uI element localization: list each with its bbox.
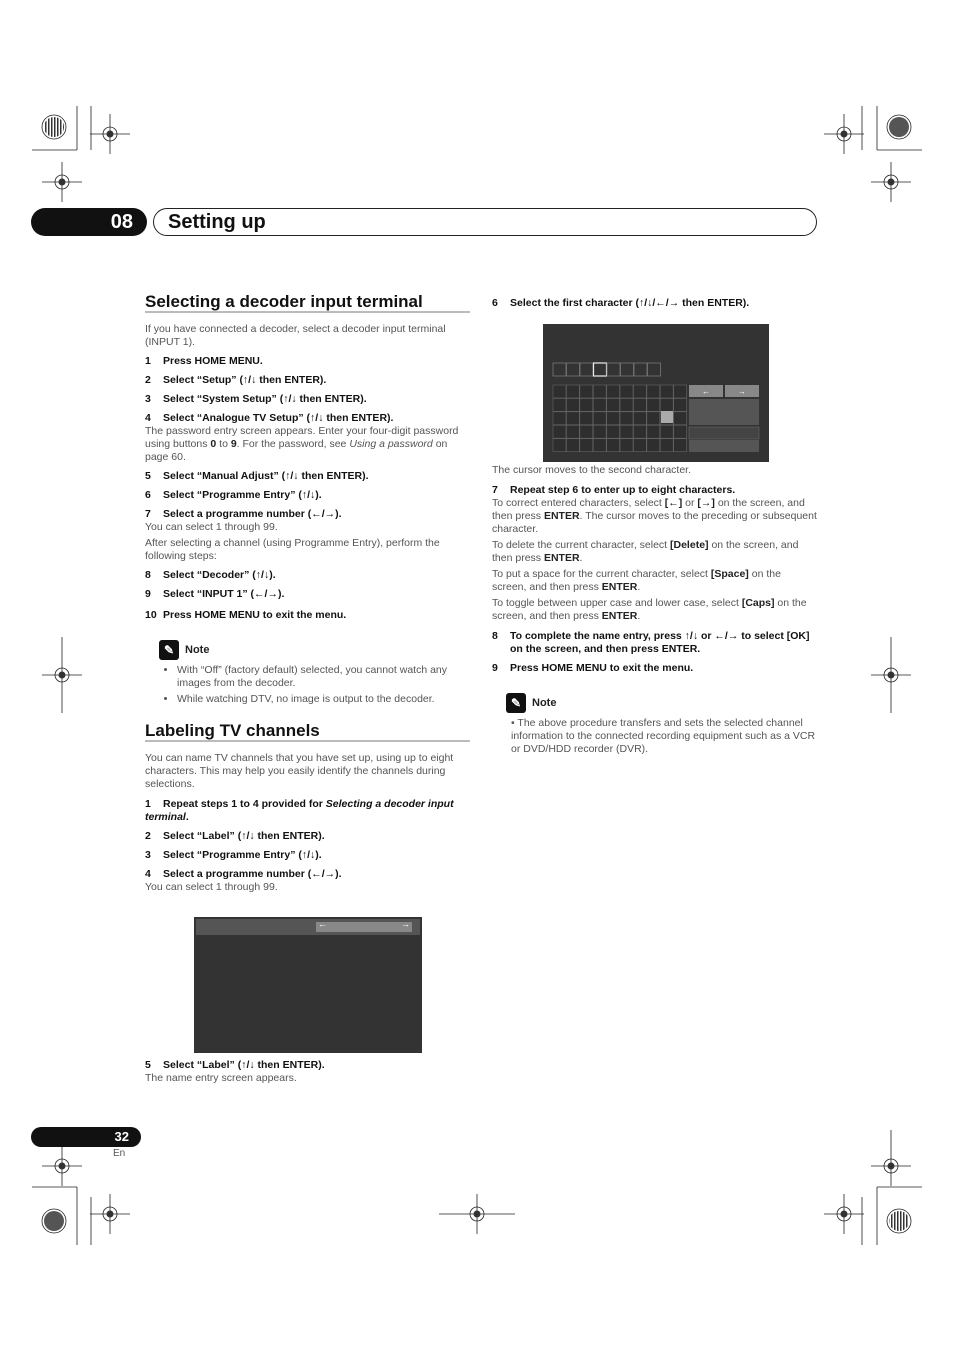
char-grid-cell (580, 425, 593, 438)
section-title-decoder: Selecting a decoder input terminal (145, 295, 470, 313)
char-grid-cell (620, 439, 633, 452)
section-title-labeling: Labeling TV channels (145, 724, 470, 742)
chapter-number: 08 (31, 208, 147, 236)
char-grid-cell (553, 398, 566, 411)
label-steps (145, 830, 470, 881)
left-column (145, 292, 470, 894)
name-char-slot (567, 363, 580, 376)
label-step5-desc: The name entry screen appears. (145, 1072, 297, 1084)
char-grid-cell (566, 412, 579, 425)
step4-description: The password entry screen appears. Enter your four-digit password using buttons 0 to 9. For the password, see Using a password on page 60. (145, 425, 459, 463)
char-grid-cell (593, 412, 606, 425)
space-char-para: To put a space for the current character, select [Space] on the screen, and then press ENTER. (492, 568, 781, 593)
char-grid-cell (647, 385, 660, 398)
label-step-5-block (145, 1059, 470, 1085)
pencil-icon: ✎ (506, 693, 526, 713)
right-column-body (492, 464, 818, 759)
screen-side-panel (689, 399, 759, 425)
step-item: 9 Select “INPUT 1” (←/→). (145, 588, 285, 600)
left-arrow-icon: ← (318, 919, 327, 929)
label-step-7: 7 Repeat step 6 to enter up to eight characters. (492, 484, 736, 496)
char-grid-cell (620, 398, 633, 411)
char-grid-cell (620, 385, 633, 398)
right-arrow-icon: → (401, 919, 410, 929)
char-grid-cell (674, 398, 687, 411)
page-number: 32 (31, 1127, 141, 1147)
step-item: 6 Select “Programme Entry” (↑/↓). (145, 489, 322, 501)
step7-desc-2: After selecting a channel (using Programme Entry), perform the following steps: (145, 537, 440, 562)
char-grid-cell (607, 439, 620, 452)
note-item: • The above procedure transfers and sets the selected channel information to the connected recording equipment such as a VCR or DVD/HDD recorder (DVR). (511, 717, 816, 755)
char-grid-cell (553, 425, 566, 438)
char-grid-cell (660, 425, 673, 438)
char-grid-cell (633, 385, 646, 398)
char-grid-cell (580, 412, 593, 425)
char-grid-cell (566, 425, 579, 438)
note-heading (159, 640, 470, 660)
label-step-1: 1 Repeat steps 1 to 4 provided for Selecting a decoder input terminal. (145, 798, 454, 823)
name-char-slot (634, 363, 647, 376)
char-grid-cell (580, 398, 593, 411)
name-char-slot (648, 363, 661, 376)
char-grid-cell (593, 439, 606, 452)
char-grid-cell (674, 425, 687, 438)
step7-desc-1: You can select 1 through 99. (145, 521, 278, 533)
char-grid-cell (593, 425, 606, 438)
note-title: Note (185, 643, 210, 656)
char-grid-cell (620, 412, 633, 425)
char-grid-cell (580, 439, 593, 452)
screen-right-arrow-icon: → (738, 387, 746, 396)
char-grid-cell (647, 398, 660, 411)
right-column-top (492, 297, 818, 310)
cursor-moves-text: The cursor moves to the second character. (492, 464, 692, 476)
screen-side-btn-2 (689, 440, 759, 452)
chapter-title: Setting up (153, 208, 817, 236)
correct-chars-para: To correct entered characters, select [←] or [→] on the screen, and then press ENTER. The cursor moves to the preceding or subsequent character. (492, 497, 817, 535)
char-grid-cell (566, 439, 579, 452)
name-char-slot (580, 363, 593, 376)
name-char-slot (594, 363, 607, 376)
char-grid-cell (674, 412, 687, 425)
screen-side-btn-1 (689, 427, 759, 439)
char-grid-cell (647, 412, 660, 425)
step-item: 1 Press HOME MENU. (145, 355, 263, 367)
screen-left-arrow-icon: ← (702, 387, 710, 396)
step-item: 8 Select “Decoder” (↑/↓). (145, 569, 276, 581)
caps-para: To toggle between upper case and lower case, select [Caps] on the screen, and then press ENTER. (492, 597, 807, 622)
decoder-steps-3 (145, 569, 470, 622)
name-char-slot (607, 363, 620, 376)
name-char-slot (553, 363, 566, 376)
step-item: 3 Select “Programme Entry” (↑/↓). (145, 849, 322, 861)
step-item: 7 Select a programme number (←/→). (145, 508, 342, 520)
label-step-5: 5 Select “Label” (↑/↓ then ENTER). (145, 1059, 325, 1071)
char-grid-cell (633, 425, 646, 438)
labeling-intro: You can name TV channels that you have set up, using up to eight characters. This may help you easily identify the channels during selections. (145, 752, 454, 790)
char-grid-cell (593, 385, 606, 398)
step-item: 2 Select “Setup” (↑/↓ then ENTER). (145, 374, 327, 386)
name-entry-screen (543, 324, 769, 462)
decoder-steps-2 (145, 470, 470, 521)
step-item: 2 Select “Label” (↑/↓ then ENTER). (145, 830, 325, 842)
char-grid-cell (674, 385, 687, 398)
note-heading (506, 693, 818, 713)
char-grid-cell (553, 439, 566, 452)
note-item: • While watching DTV, no image is output to the decoder. (177, 693, 470, 706)
decoder-steps-1 (145, 355, 470, 425)
step-item: 4 Select a programme number (←/→). (145, 868, 342, 880)
note-block-1 (159, 640, 470, 706)
label-step-8: 8 To complete the name entry, press ↑/↓ or ←/→ to select [OK] on the screen, and then press ENTER. (492, 630, 810, 655)
delete-char-para: To delete the current character, select [Delete] on the screen, and then press ENTER. (492, 539, 799, 564)
char-grid-cell (660, 439, 673, 452)
char-grid-cell (633, 412, 646, 425)
pencil-icon: ✎ (159, 640, 179, 660)
label-step4-desc: You can select 1 through 99. (145, 881, 278, 893)
programme-selector (316, 919, 412, 932)
char-grid-cell (647, 425, 660, 438)
char-grid-cell (620, 425, 633, 438)
char-grid-cell (566, 398, 579, 411)
note-title: Note (532, 696, 557, 709)
char-grid-cell (553, 412, 566, 425)
char-grid-cell (593, 398, 606, 411)
char-grid-cell (660, 398, 673, 411)
char-grid-cell (660, 385, 673, 398)
char-grid-cell (647, 439, 660, 452)
programme-entry-screen (194, 917, 422, 1053)
label-step-9: 9 Press HOME MENU to exit the menu. (492, 662, 694, 674)
char-grid-cell (633, 398, 646, 411)
step-item: 3 Select “System Setup” (↑/↓ then ENTER). (145, 393, 367, 405)
character-grid (543, 324, 769, 462)
char-grid-cell (566, 385, 579, 398)
char-grid-cell (607, 425, 620, 438)
note-block-2 (506, 693, 818, 756)
char-grid-cell (674, 439, 687, 452)
step-item: 4 Select “Analogue TV Setup” (↑/↓ then ENTER). (145, 412, 394, 424)
name-char-slot (621, 363, 634, 376)
char-grid-cell (607, 412, 620, 425)
grid-cursor (661, 411, 673, 423)
char-grid-cell (633, 439, 646, 452)
step-item: 5 Select “Manual Adjust” (↑/↓ then ENTER). (145, 470, 369, 482)
step-item: 10 Press HOME MENU to exit the menu. (145, 609, 347, 621)
label-step-6: 6 Select the first character (↑/↓/←/→ then ENTER). (492, 297, 750, 309)
decoder-intro: If you have connected a decoder, select a decoder input terminal (INPUT 1). (145, 323, 446, 348)
char-grid-cell (580, 385, 593, 398)
char-grid-cell (607, 398, 620, 411)
char-grid-cell (607, 385, 620, 398)
language-code: En (113, 1148, 126, 1159)
char-grid-cell (553, 385, 566, 398)
note-item: • With “Off” (factory default) selected, you cannot watch any images from the decoder. (177, 664, 470, 690)
